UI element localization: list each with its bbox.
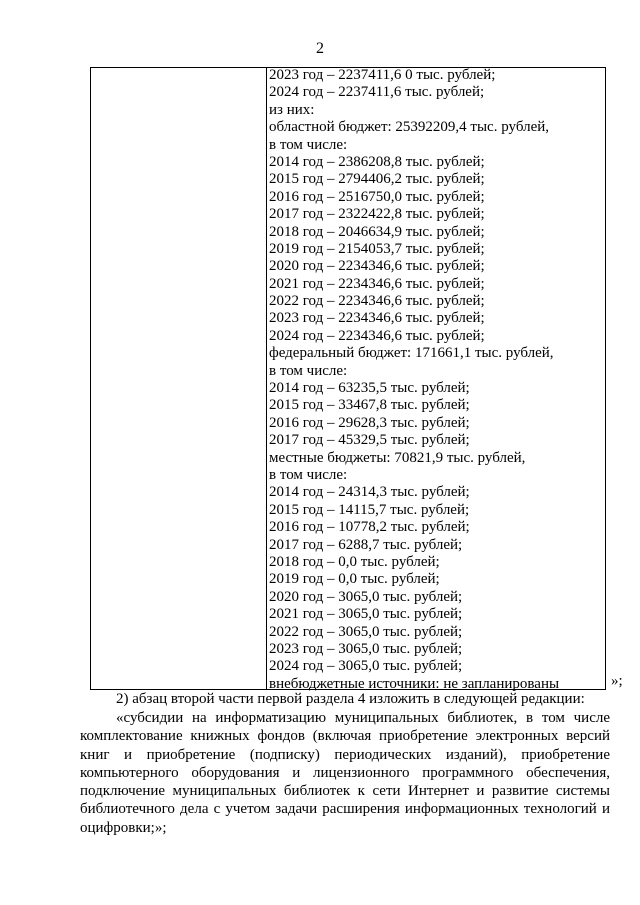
table-line: 2023 год – 3065,0 тыс. рублей;	[269, 640, 463, 657]
table-line: 2015 год – 33467,8 тыс. рублей;	[269, 397, 470, 414]
table-line: 2024 год – 2234346,6 тыс. рублей;	[269, 327, 485, 344]
table-line: 2024 год – 3065,0 тыс. рублей;	[269, 658, 463, 675]
table-line: в том числе:	[269, 136, 348, 153]
page-number: 2	[316, 40, 324, 57]
table-line: 2016 год – 2516750,0 тыс. рублей;	[269, 188, 485, 205]
table-line: в том числе:	[269, 362, 348, 379]
table-line: 2017 год – 45329,5 тыс. рублей;	[269, 432, 470, 449]
table-line: 2019 год – 2154053,7 тыс. рублей;	[269, 240, 485, 257]
table-line: 2014 год – 24314,3 тыс. рублей;	[269, 484, 470, 501]
table-line: 2016 год – 29628,3 тыс. рублей;	[269, 414, 470, 431]
financing-table-cell	[269, 67, 609, 693]
table-line: 2018 год – 2046634,9 тыс. рублей;	[269, 223, 485, 240]
table-line: 2023 год – 2234346,6 тыс. рублей;	[269, 310, 485, 327]
table-line: 2018 год – 0,0 тыс. рублей;	[269, 553, 440, 570]
amendment-quoted-text: «субсидии на информатизацию муниципальных библиотек, в том числе комплектование книжных фондов (включая приобретение электронных версий книг и приобретение (подписку) периодических изданий), приобретение компьютерного оборудования и лицензионного программного обеспечения, подключение муниципальных библиотек к сети Интернет и развитие системы библиотечного дела с учетом задачи расширения информационных технологий и оцифровки;»;	[80, 710, 610, 836]
table-line: 2020 год – 2234346,6 тыс. рублей;	[269, 258, 485, 275]
table-line: 2021 год – 2234346,6 тыс. рублей;	[269, 275, 485, 292]
table-line: 2016 год – 10778,2 тыс. рублей;	[269, 519, 470, 536]
table-line: 2022 год – 2234346,6 тыс. рублей;	[269, 293, 485, 310]
table-line: 2014 год – 2386208,8 тыс. рублей;	[269, 153, 485, 170]
table-line: федеральный бюджет: 171661,1 тыс. рублей,	[269, 345, 554, 362]
table-line: 2019 год – 0,0 тыс. рублей;	[269, 571, 440, 588]
table-line: внебюджетные источники: не запланированы	[269, 675, 560, 692]
table-line: в том числе:	[269, 466, 348, 483]
table-line: 2015 год – 14115,7 тыс. рублей;	[269, 501, 470, 518]
amendment-item-2: 2) абзац второй части первой раздела 4 изложить в следующей редакции:	[116, 691, 585, 707]
table-line: 2023 год – 2237411,6 0 тыс. рублей;	[269, 67, 496, 83]
closing-quote: »;	[611, 673, 623, 689]
table-line: 2024 год – 2237411,6 тыс. рублей;	[269, 84, 485, 101]
table-column-divider	[266, 67, 267, 690]
table-line: областной бюджет: 25392209,4 тыс. рублей,	[269, 119, 549, 136]
table-line: 2015 год – 2794406,2 тыс. рублей;	[269, 171, 485, 188]
table-line: 2017 год – 6288,7 тыс. рублей;	[269, 536, 463, 553]
table-line: 2014 год – 63235,5 тыс. рублей;	[269, 380, 470, 397]
table-line: 2021 год – 3065,0 тыс. рублей;	[269, 606, 463, 623]
table-line: 2022 год – 3065,0 тыс. рублей;	[269, 623, 463, 640]
table-line: местные бюджеты: 70821,9 тыс. рублей,	[269, 449, 526, 466]
table-line: 2020 год – 3065,0 тыс. рублей;	[269, 588, 463, 605]
table-line: 2017 год – 2322422,8 тыс. рублей;	[269, 206, 485, 223]
table-line: из них:	[269, 101, 315, 118]
